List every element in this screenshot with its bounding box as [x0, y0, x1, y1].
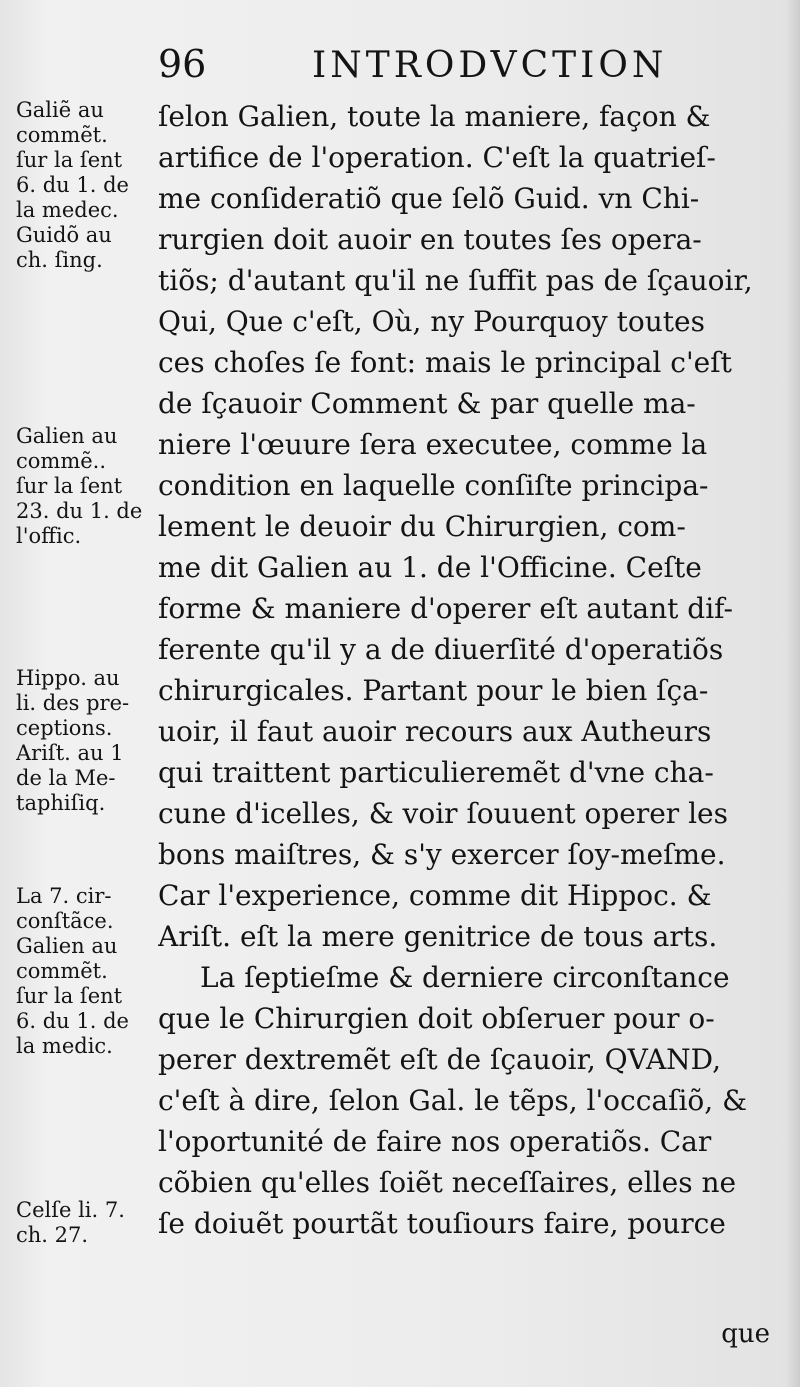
main-text-column: [158, 96, 772, 1244]
text-line: me dit Galien au 1. de l'Officine. Ceſte: [158, 551, 702, 584]
margin-note-line: ch. ſing.: [16, 248, 103, 272]
text-line: artifice de l'operation. C'eſt la quatrieſ-: [158, 141, 716, 174]
margin-note-line: de la Me-: [16, 766, 116, 790]
text-line: cune d'icelles, & voir ſouuent operer les: [158, 797, 728, 830]
text-line: condition en laquelle conſiſte principa-: [158, 469, 709, 502]
text-line: Ariſt. eſt la mere genitrice de tous arts.: [158, 920, 718, 953]
running-head: INTRODVCTION: [312, 45, 668, 86]
text-line: rurgien doit auoir en toutes ſes opera-: [158, 223, 702, 256]
text-line: ces choſes ſe font: mais le principal c'eſt: [158, 346, 732, 379]
margin-note-line: ſur la ſent: [16, 984, 123, 1008]
margin-note-line: ſur la ſent: [16, 474, 123, 498]
margin-note-line: Galiẽ au: [16, 98, 104, 122]
margin-note-line: conſtãce.: [16, 909, 114, 933]
text-line: Car l'experience, comme dit Hippoc. &: [158, 879, 712, 912]
margin-note-line: la medic.: [16, 1034, 113, 1058]
margin-note-line: ſur la ſent: [16, 148, 123, 172]
margin-note-line: taphiſiq.: [16, 791, 106, 815]
text-line: de ſçauoir Comment & par quelle ma-: [158, 387, 696, 420]
margin-note-line: Galien au: [16, 424, 118, 448]
margin-note-line: ch. 27.: [16, 1223, 89, 1247]
margin-note: [16, 98, 160, 273]
text-line: Qui, Que c'eſt, Où, ny Pourquoy toutes: [158, 305, 705, 338]
text-line: me conſideratiõ que ſelõ Guid. vn Chi-: [158, 182, 700, 215]
text-line: ſe doiuẽt pourtãt touſiours faire, pource: [158, 1207, 726, 1240]
margin-note-line: 6. du 1. de: [16, 173, 129, 197]
text-line: chirurgicales. Partant pour le bien ſça-: [158, 674, 709, 707]
margin-note-line: commẽ..: [16, 449, 107, 473]
text-line: niere l'œuure ſera executee, comme la: [158, 428, 708, 461]
text-line: l'oportunité de faire nos operatiõs. Car: [158, 1125, 712, 1158]
text-line: qui traittent particulieremẽt d'vne cha-: [158, 756, 714, 789]
margin-note-line: 6. du 1. de: [16, 1009, 129, 1033]
margin-note: [16, 1198, 160, 1248]
margin-note: [16, 666, 160, 816]
text-line: que le Chirurgien doit obſeruer pour o-: [158, 1002, 715, 1035]
text-line: ſelon Galien, toute la maniere, façon &: [158, 100, 711, 133]
margin-note-line: li. des pre-: [16, 691, 130, 715]
text-line: cõbien qu'elles ſoiẽt neceſſaires, elles ne: [158, 1166, 737, 1199]
margin-note-line: Celſe li. 7.: [16, 1198, 125, 1222]
text-line: perer dextremẽt eſt de ſçauoir, QVAND,: [158, 1043, 722, 1076]
page-gutter-shadow: [786, 0, 800, 1387]
text-line: c'eſt à dire, ſelon Gal. le tẽps, l'occaſiõ, &: [158, 1084, 747, 1117]
margin-note-line: commẽt.: [16, 123, 108, 147]
margin-note-line: Galien au: [16, 934, 118, 958]
page-number: 96: [158, 42, 207, 86]
text-line: lement le deuoir du Chirurgien, com-: [158, 510, 686, 543]
margin-note-line: Ariſt. au 1: [16, 741, 124, 765]
margin-note-line: commẽt.: [16, 959, 108, 983]
page-header: [0, 40, 800, 90]
margin-note-line: ceptions.: [16, 716, 113, 740]
margin-note-line: la medec.: [16, 198, 119, 222]
margin-note: [16, 884, 160, 1059]
text-line: ferente qu'il y a de diuerſité d'operatiõs: [158, 633, 724, 666]
margin-note-line: La 7. cir-: [16, 884, 112, 908]
catchword: que: [721, 1319, 770, 1349]
text-line: tiõs; d'autant qu'il ne ſuffit pas de ſçauoir,: [158, 264, 753, 297]
text-line: bons maiſtres, & s'y exercer ſoy-meſme.: [158, 838, 726, 871]
margin-note-line: Hippo. au: [16, 666, 120, 690]
text-line: uoir, il faut auoir recours aux Autheurs: [158, 715, 712, 748]
margin-note-line: Guidõ au: [16, 223, 112, 247]
margin-note: [16, 424, 160, 549]
margin-note-line: l'offic.: [16, 524, 82, 548]
paragraph-start-line: La ſeptieſme & derniere circonſtance: [200, 961, 730, 994]
text-line: forme & maniere d'operer eſt autant dif-: [158, 592, 733, 625]
margin-note-line: 23. du 1. de: [16, 499, 143, 523]
